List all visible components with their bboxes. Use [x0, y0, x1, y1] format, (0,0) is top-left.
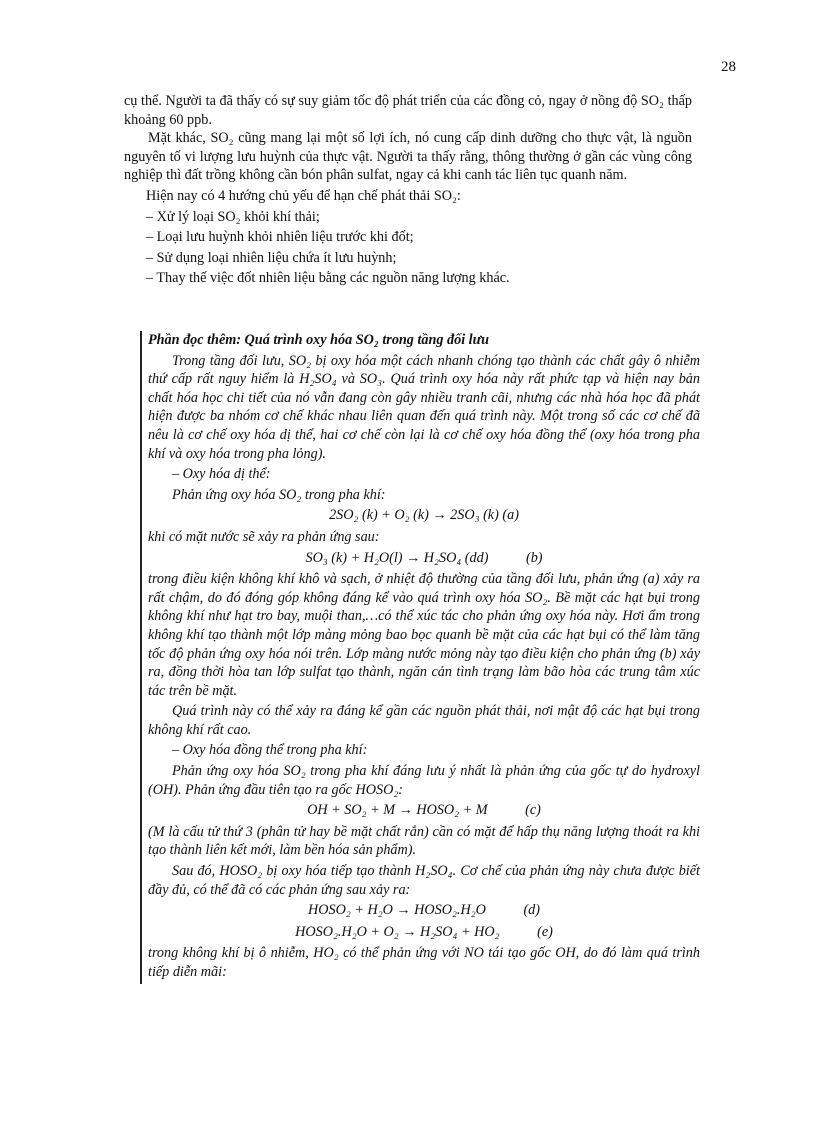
equation-text: HOSO₂.H₂O + O₂ → H₂SO₄ + HO₂: [295, 923, 500, 940]
list-intro: Hiện nay có 4 hướng chủ yếu để hạn chế phát thải SO₂:: [146, 187, 461, 204]
equation-d: [148, 901, 700, 920]
box-paragraph: khi có mặt nước sẽ xảy ra phản ứng sau:: [148, 528, 380, 545]
box-paragraph: trong không khí bị ô nhiễm, HO₂ có thể phản ứng với NO tái tạo gốc OH, do đó làm quá trình tiếp diễn mãi:: [148, 945, 700, 980]
equation-e: [148, 923, 700, 942]
box-paragraph: trong điều kiện không khí khô và sạch, ở nhiệt độ thường của tầng đối lưu, phản ứng (a) xảy ra rất chậm, do đó đóng góp không đáng kể vào quá trình oxy hóa SO₂. Bề mặt các hạt bụi trong không khí như hạt tro bay, muội than,…có thể xúc tác cho phản ứng oxy hóa này. Hơi ẩm trong không khí tạo thành một lớp màng mỏng bao bọc quanh bề mặt của các hạt bụi có thể làm tăng tốc độ phản ứng oxy hóa nói trên. Lớp màng nước mỏng này tạo điều kiện cho phản ứng (b) xảy ra, đồng thời hòa tan lớp sulfat tạo thành, ngăn cản tình trạng làm bão hòa các trung tâm xúc tác trên bề mặt.: [148, 571, 700, 699]
paragraph-1: cụ thể. Người ta đã thấy có sự suy giảm tốc độ phát triển của các đồng cỏ, ngay ở nồng độ SO₂ thấp khoảng 60 ppb.: [124, 93, 692, 128]
box-heading: – Oxy hóa dị thể:: [172, 466, 271, 483]
box-paragraph: Quá trình này có thể xảy ra đáng kể gần các nguồn phát thải, nơi mật độ các hạt bụi trong không khí rất cao.: [148, 703, 700, 738]
box-title: Phần đọc thêm: Quá trình oxy hóa SO₂ trong tầng đối lưu: [148, 332, 490, 348]
equation-b: [148, 549, 700, 568]
equation-text: SO₃ (k) + H₂O(l) → H₂SO₄ (dd): [305, 549, 489, 566]
box-paragraph: Sau đó, HOSO₂ bị oxy hóa tiếp tạo thành H₂SO₄. Cơ chế của phản ứng này chưa được biết đầy đủ, có thể đã có các phản ứng sau xảy ra:: [148, 863, 700, 898]
reading-box: [140, 331, 700, 984]
list-item: – Xử lý loại SO₂ khỏi khí thải;: [146, 208, 320, 225]
main-text: [124, 92, 692, 288]
equation-label: (d): [523, 902, 540, 919]
list-item: – Sử dụng loại nhiên liệu chứa ít lưu huỳnh;: [146, 249, 397, 266]
equation-text: OH + SO₂ + M → HOSO₂ + M: [307, 802, 488, 819]
paragraph-2: Mặt khác, SO₂ cũng mang lại một số lợi ích, nó cung cấp dinh dưỡng cho thực vật, là nguồn nguyên tố vi lượng lưu huỳnh của thực vật. Người ta thấy rằng, thông thường ở gần các vùng công nghiệp thì đất trồng không cần bón phân sulfat, ngay cả khi canh tác liên tục quanh năm.: [124, 130, 692, 184]
equation-label: (b): [525, 549, 543, 566]
box-paragraph: (M là cấu tử thứ 3 (phân tử hay bề mặt chất rắn) cần có mặt để hấp thụ năng lượng thoát ra khi tạo thành liên kết mới, làm bền hóa sản phẩm).: [148, 823, 700, 859]
box-heading: – Oxy hóa đồng thể trong pha khí:: [172, 742, 368, 759]
equation-a: [148, 506, 700, 525]
page-number: 28: [721, 59, 736, 75]
box-paragraph: Phản ứng oxy hóa SO₂ trong pha khí:: [172, 486, 386, 503]
equation-text: 2SO₂ (k) + O₂ (k) → 2SO₃ (k): [329, 507, 499, 524]
box-paragraph: Trong tầng đối lưu, SO₂ bị oxy hóa một cách nhanh chóng tạo thành các chất gây ô nhiễm thứ cấp rất nguy hiểm là H₂SO₄ và SO₃. Quá trình oxy hóa này rất phức tạp và hiện nay bản chất hóa học chi tiết của nó vẫn đang còn gây nhiều tranh cãi, nhưng các nhà hóa học đã phát hiện được ba nhóm cơ chế khác nhau liên quan đến quá trình này. Một trong số các cơ chế đã nêu là cơ chế oxy hóa dị thể, hai cơ chế còn lại là cơ chế oxy hóa đồng thể (oxy hóa trong pha khí và oxy hóa trong pha lỏng).: [148, 352, 700, 462]
equation-label: (c): [525, 802, 541, 819]
list-item: – Loại lưu huỳnh khỏi nhiên liệu trước khi đốt;: [146, 229, 414, 246]
box-paragraph: Phản ứng oxy hóa SO₂ trong pha khí đáng lưu ý nhất là phản ứng của gốc tự do hydroxyl (OH). Phản ứng đầu tiên tạo ra gốc HOSO₂:: [148, 763, 700, 798]
equation-text: HOSO₂ + H₂O → HOSO₂.H₂O: [308, 902, 486, 919]
equation-label: (e): [537, 923, 553, 940]
equation-label: (a): [502, 507, 519, 524]
list-item: – Thay thế việc đốt nhiên liệu bằng các nguồn năng lượng khác.: [146, 270, 510, 287]
equation-c: [148, 801, 700, 820]
